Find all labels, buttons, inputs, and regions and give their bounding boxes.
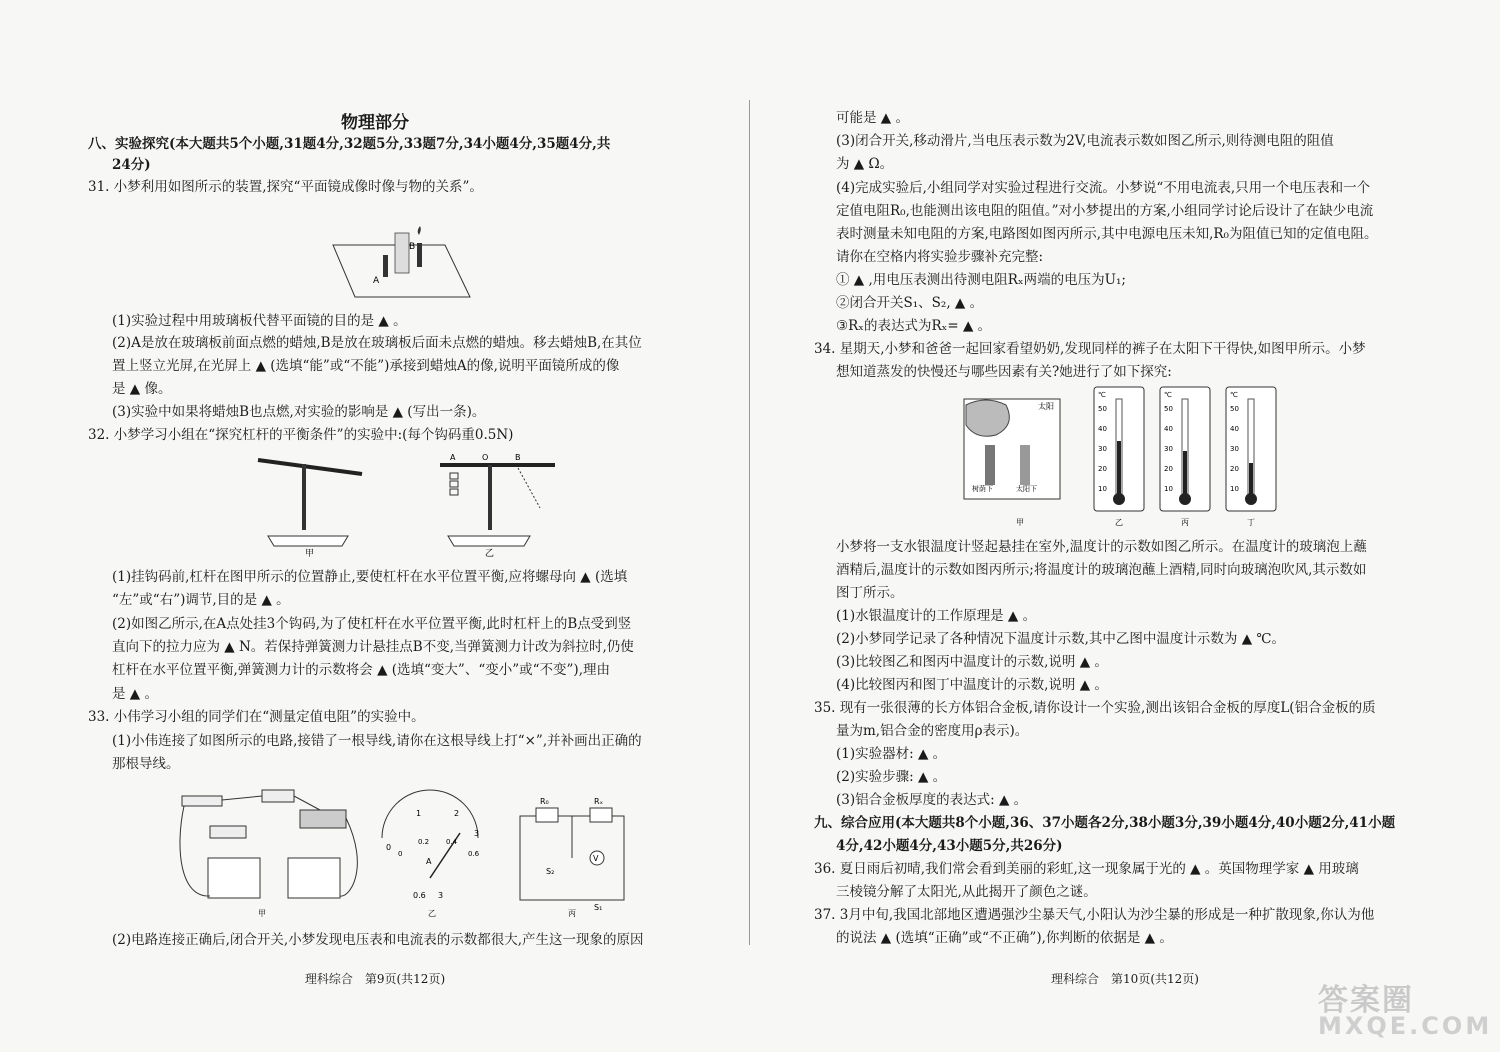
fig33-label-yi: 乙 xyxy=(428,909,436,918)
weight-1 xyxy=(450,473,458,479)
figure-31-mirror xyxy=(325,225,475,305)
q34-part4: (4)比较图丙和图丁中温度计的示数,说明 ▲ 。 xyxy=(836,677,1108,693)
question-36: 36. 夏日雨后初晴,我们常会看到美丽的彩虹,这一现象属于光的 ▲ 。英国物理学家 ▲ 用玻璃 xyxy=(814,861,1359,877)
section-nine-header: 九、综合应用(本大题共8个小题,36、37小题各2分,38小题3分,39小题4分,40小题2分,41小题 xyxy=(814,815,1396,831)
thermometer-ding xyxy=(1226,387,1276,527)
question-34-cont: 想知道蒸发的快慢还与哪些因素有关?她进行了如下探究: xyxy=(836,364,1172,380)
scale-0b: 0 xyxy=(398,850,403,858)
page-footer-right: 理科综合 第10页(共12页) xyxy=(1051,972,1199,986)
q34-desc-end: 图丁所示。 xyxy=(836,585,904,601)
svg-text:30: 30 xyxy=(1230,445,1239,453)
label-s1: S₁ xyxy=(594,903,603,912)
q32-part1: (1)挂钩码前,杠杆在图甲所示的位置静止,要使杠杆在水平位置平衡,应将螺母向 ▲ (选填 xyxy=(112,569,628,585)
q35-part2: (2)实验步骤: ▲ 。 xyxy=(836,769,947,785)
svg-text:20: 20 xyxy=(1230,465,1239,473)
weight-2 xyxy=(450,481,458,487)
svg-text:40: 40 xyxy=(1164,425,1173,433)
ammeter xyxy=(288,858,340,898)
svg-text:10: 10 xyxy=(1098,485,1107,493)
figure-33-circuit xyxy=(170,778,640,920)
q32-part2-cont: 直向下的拉力应为 ▲ N。若保持弹簧测力计悬挂点B不变,当弹簧测力计改为斜拉时,仍使 xyxy=(112,639,634,655)
question-37: 37. 3月中旬,我国北部地区遭遇强沙尘暴天气,小阳认为沙尘暴的形成是一种扩散现象,你认为他 xyxy=(814,907,1375,923)
svg-text:10: 10 xyxy=(1164,485,1173,493)
fig33-label-bing: 丙 xyxy=(568,909,576,918)
q32-part2-cont2: 杠杆在水平位置平衡,弹簧测力计的示数将会 ▲ (选填“变大”、“变小”或“不变”),理由 xyxy=(112,662,610,678)
tree xyxy=(966,400,1009,436)
q32-part2-end: 是 ▲ 。 xyxy=(112,686,158,702)
fig32-label-jia: 甲 xyxy=(305,549,315,559)
svg-text:20: 20 xyxy=(1164,465,1173,473)
meter-unit: A xyxy=(426,857,432,866)
svg-text:40: 40 xyxy=(1098,425,1107,433)
q31-part3: (3)实验中如果将蜡烛B也点燃,对实验的影响是 ▲ (写出一条)。 xyxy=(112,404,486,420)
terminal-3: 3 xyxy=(438,891,444,900)
q31-part1: (1)实验过程中用玻璃板代替平面镜的目的是 ▲ 。 xyxy=(112,313,407,329)
section-header: 八、实验探究(本大题共5个小题,31题4分,32题5分,33题7分,34小题4分,35题4分,共 xyxy=(88,136,611,152)
watermark-logo: 答案圈 xyxy=(1318,983,1414,1018)
question-32: 32. 小梦学习小组在“探究杠杆的平衡条件”的实验中:(每个钩码重0.5N) xyxy=(88,427,514,443)
scale-3: 3 xyxy=(474,829,480,838)
figure-34-thermometers xyxy=(960,385,1280,530)
fig32-label-yi: 乙 xyxy=(485,549,495,559)
svg-text:50: 50 xyxy=(1230,405,1239,413)
q33-part1-cont: 那根导线。 xyxy=(112,756,180,772)
label-s2: S₂ xyxy=(546,867,555,876)
scale-02: 0.2 xyxy=(418,838,430,846)
fig32-label-o: O xyxy=(482,453,489,462)
spring-scale xyxy=(518,468,540,508)
thermometer-yi xyxy=(1094,387,1144,527)
q34-desc-cont: 酒精后,温度计的示数如图丙所示;将温度计的玻璃泡蘸上酒精,同时向玻璃泡吹风,其示数如 xyxy=(836,562,1367,578)
label-r0: R₀ xyxy=(540,797,549,806)
label-under-sun: 太阳下 xyxy=(1016,485,1037,493)
thermometer-bing xyxy=(1160,387,1210,527)
q33-part2-end: 可能是 ▲ 。 xyxy=(836,110,909,126)
question-37-cont: 的说法 ▲ (选填“正确”或“不正确”),你判断的依据是 ▲ 。 xyxy=(836,930,1173,946)
svg-text:℃: ℃ xyxy=(1164,391,1172,399)
section-title: 物理部分 xyxy=(341,113,409,133)
switch xyxy=(182,796,222,806)
fig32-label-b: B xyxy=(515,453,521,462)
fig31-label-b: B xyxy=(409,242,416,252)
q32-part2: (2)如图乙所示,在A点处挂3个钩码,为了使杠杆在水平位置平衡,此时杠杆上的B点受到竖 xyxy=(112,616,632,632)
scale-2: 2 xyxy=(454,809,460,818)
q35-part1: (1)实验器材: ▲ 。 xyxy=(836,746,947,762)
q31-part2-end: 是 ▲ 像。 xyxy=(112,381,172,397)
q33-part4-cont: 定值电阻R₀,也能测出该电阻的阻值。”对小梦提出的方案,小组同学讨论后设计了在缺少电流 xyxy=(836,203,1374,219)
q33-part3-cont: 为 ▲ Ω。 xyxy=(836,156,894,172)
stand-yi xyxy=(488,465,492,530)
rheostat xyxy=(300,810,346,828)
q33-part1: (1)小伟连接了如图所示的电路,接错了一根导线,请你在这根导线上打“×”,并补画出正确的 xyxy=(112,733,642,749)
question-31: 31. 小梦利用如图所示的装置,探究“平面镜成像时像与物的关系”。 xyxy=(88,179,483,195)
q33-part2: (2)电路连接正确后,闭合开关,小梦发现电压表和电流表的示数都很大,产生这一现象的原因 xyxy=(112,932,644,948)
q31-part2: (2)A是放在玻璃板前面点燃的蜡烛,B是放在玻璃板后面未点燃的蜡烛。移去蜡烛B,在其位 xyxy=(112,335,642,351)
watermark-url: MXQE.COM xyxy=(1318,1012,1493,1040)
candle-b xyxy=(417,243,422,267)
battery xyxy=(262,790,294,802)
candle-a xyxy=(383,255,388,277)
q33-step2: ②闭合开关S₁、S₂, ▲ 。 xyxy=(836,295,984,311)
q35-part3: (3)铝合金板厚度的表达式: ▲ 。 xyxy=(836,792,1028,808)
fig33-label-jia: 甲 xyxy=(258,909,266,918)
q34-desc: 小梦将一支水银温度计竖起悬挂在室外,温度计的示数如图乙所示。在温度计的玻璃泡上蘸 xyxy=(836,539,1367,555)
fig32-label-a: A xyxy=(450,453,456,462)
svg-text:50: 50 xyxy=(1098,405,1107,413)
svg-text:40: 40 xyxy=(1230,425,1239,433)
question-34: 34. 星期天,小梦和爸爸一起回家看望奶奶,发现同样的裤子在太阳下干得快,如图甲所示。小梦 xyxy=(814,341,1366,357)
svg-text:30: 30 xyxy=(1098,445,1107,453)
fig34-label-ding: 丁 xyxy=(1247,518,1255,527)
q34-part3: (3)比较图乙和图丙中温度计的示数,说明 ▲ 。 xyxy=(836,654,1108,670)
scale-04: 0.4 xyxy=(446,838,458,846)
q33-part3: (3)闭合开关,移动滑片,当电压表示数为2V,电流表示数如图乙所示,则待测电阻的阻值 xyxy=(836,133,1334,149)
lever-jia xyxy=(258,460,362,474)
svg-text:10: 10 xyxy=(1230,485,1239,493)
question-36-cont: 三棱镜分解了太阳光,从此揭开了颜色之谜。 xyxy=(836,884,1097,900)
glass-plate xyxy=(395,233,409,273)
rx-symbol xyxy=(590,808,612,822)
q31-part2-cont: 置上竖立光屏,在光屏上 ▲ (选填“能”或“不能”)承接到蜡烛A的像,说明平面镜所成的像 xyxy=(112,358,620,374)
page-footer-left: 理科综合 第9页(共12页) xyxy=(304,972,446,986)
svg-text:℃: ℃ xyxy=(1098,391,1106,399)
q33-part4-cont2: 表时测量未知电阻的方案,电路图如图丙所示,其中电源电压未知,R₀为阻值已知的定值电阻。 xyxy=(836,226,1378,242)
label-shade: 树荫下 xyxy=(972,485,993,493)
resistor xyxy=(210,826,246,838)
svg-text:℃: ℃ xyxy=(1230,391,1238,399)
q34-part1: (1)水银温度计的工作原理是 ▲ 。 xyxy=(836,608,1037,624)
flame xyxy=(418,226,421,235)
question-35: 35. 现有一张很薄的长方体铝合金板,请你设计一个实验,测出该铝合金板的厚度L(铝合金板的质 xyxy=(814,700,1376,716)
voltmeter xyxy=(208,858,260,898)
label-v: V xyxy=(593,854,599,863)
fig34-label-yi: 乙 xyxy=(1115,518,1123,527)
scale-0: 0 xyxy=(386,843,392,852)
base-jia xyxy=(268,536,348,546)
q33-step3: ③Rₓ的表达式为Rₓ= ▲ 。 xyxy=(836,318,992,334)
figure-32-lever xyxy=(250,448,570,560)
svg-text:50: 50 xyxy=(1164,405,1173,413)
svg-text:20: 20 xyxy=(1098,465,1107,473)
svg-text:30: 30 xyxy=(1164,445,1173,453)
q33-step1: ① ▲ ,用电压表测出待测电阻Rₓ两端的电压为U₁; xyxy=(836,272,1126,288)
section-header-cont: 24分) xyxy=(112,157,151,173)
fig34-label-jia: 甲 xyxy=(1016,518,1024,527)
label-sun: 太阳 xyxy=(1038,402,1054,411)
fig34-label-bing: 丙 xyxy=(1181,518,1189,527)
scale-1: 1 xyxy=(416,809,422,818)
q33-part4-cont3: 请你在空格内将实验步骤补充完整: xyxy=(836,249,1044,265)
question-35-cont: 量为m,铝合金的密度用ρ表示)。 xyxy=(836,723,1029,739)
label-rx: Rₓ xyxy=(594,797,604,806)
scale-06: 0.6 xyxy=(468,850,480,858)
pants-shade xyxy=(985,445,995,485)
meter-arc xyxy=(382,790,478,838)
r0-symbol xyxy=(536,808,558,822)
q32-part1-cont: “左”或“右”)调节,目的是 ▲ 。 xyxy=(112,592,290,608)
right-page xyxy=(750,0,1500,1052)
question-33: 33. 小伟学习小组的同学们在“测量定值电阻”的实验中。 xyxy=(88,709,425,725)
terminal-06: 0.6 xyxy=(413,891,426,900)
section-nine-header-cont: 4分,42小题4分,43小题5分,共26分) xyxy=(836,838,1063,854)
stand-jia xyxy=(302,464,306,530)
weight-3 xyxy=(450,489,458,495)
pants-sun xyxy=(1020,445,1030,485)
base-yi xyxy=(448,536,530,546)
fig31-label-a: A xyxy=(373,276,380,286)
q33-part4: (4)完成实验后,小组同学对实验过程进行交流。小梦说“不用电流表,只用一个电压表和一个 xyxy=(836,180,1371,196)
q34-part2: (2)小梦同学记录了各种情况下温度计示数,其中乙图中温度计示数为 ▲ ℃。 xyxy=(836,631,1285,647)
